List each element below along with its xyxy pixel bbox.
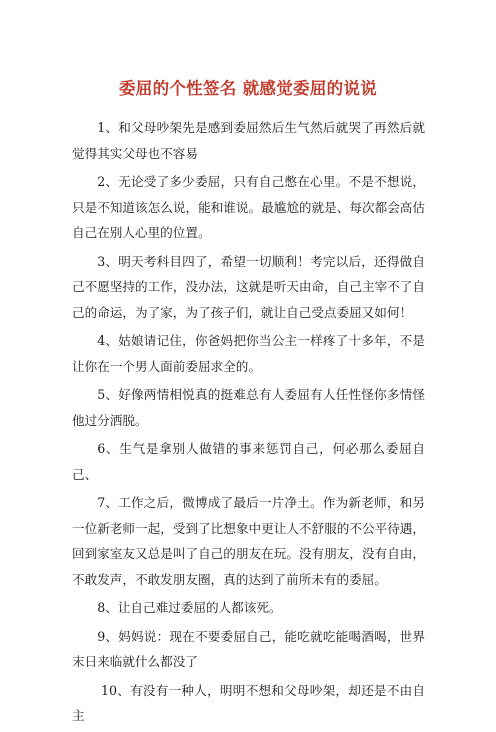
paragraph-6: 6、生气是拿别人做错的事来惩罚自己，何必那么委屈自己、 [72, 441, 425, 482]
article-body [72, 115, 425, 732]
paragraph-8: 8、让自己难过委屈的人都该死。 [97, 600, 282, 615]
paragraph-5: 5、好像两情相悦真的挺难总有人委屈有人任性怪你多情怪他过分洒脱。 [72, 387, 425, 428]
paragraph-10: 10、有没有一种人，明明不想和父母吵架，却还是不由自主 [72, 682, 425, 723]
paragraph-4: 4、姑娘请记住，你爸妈把你当公主一样疼了十多年，不是让你在一个男人面前委屈求全的。 [72, 333, 425, 374]
paragraph-9: 9、妈妈说：现在不要委屈自己，能吃就吃能喝酒喝，世界末日来临就什么都没了 [72, 628, 425, 669]
paragraph-1: 1、和父母吵架先是感到委屈然后生气然后就哭了再然后就觉得其实父母也不容易 [72, 120, 425, 161]
paragraph-3: 3、明天考科目四了，希望一切顺利！考完以后，还得做自己不愿坚持的工作，没办法，这就是听天由命，自己主宰不了自己的命运，为了家，为了孩子们，就让自己受点委屈又如何！ [72, 253, 425, 320]
paragraph-2: 2、无论受了多少委屈，只有自己憋在心里。不是不想说，只是不知道该怎么说，能和谁说。最尴尬的就是、每次都会高估自己在别人心里的位置。 [72, 174, 425, 240]
page-title: 委屈的个性签名 就感觉委屈的说说 [118, 79, 378, 98]
paragraph-7: 7、工作之后，微博成了最后一片净土。作为新老师，和另一位新老师一起，受到了比想象中更让人不舒服的不公平待遇，回到家室友又总是叫了自己的朋友在玩。没有朋友，没有自由，不敢发声，不敢发朋友圈，真的达到了前所未有的委屈。 [72, 495, 425, 587]
